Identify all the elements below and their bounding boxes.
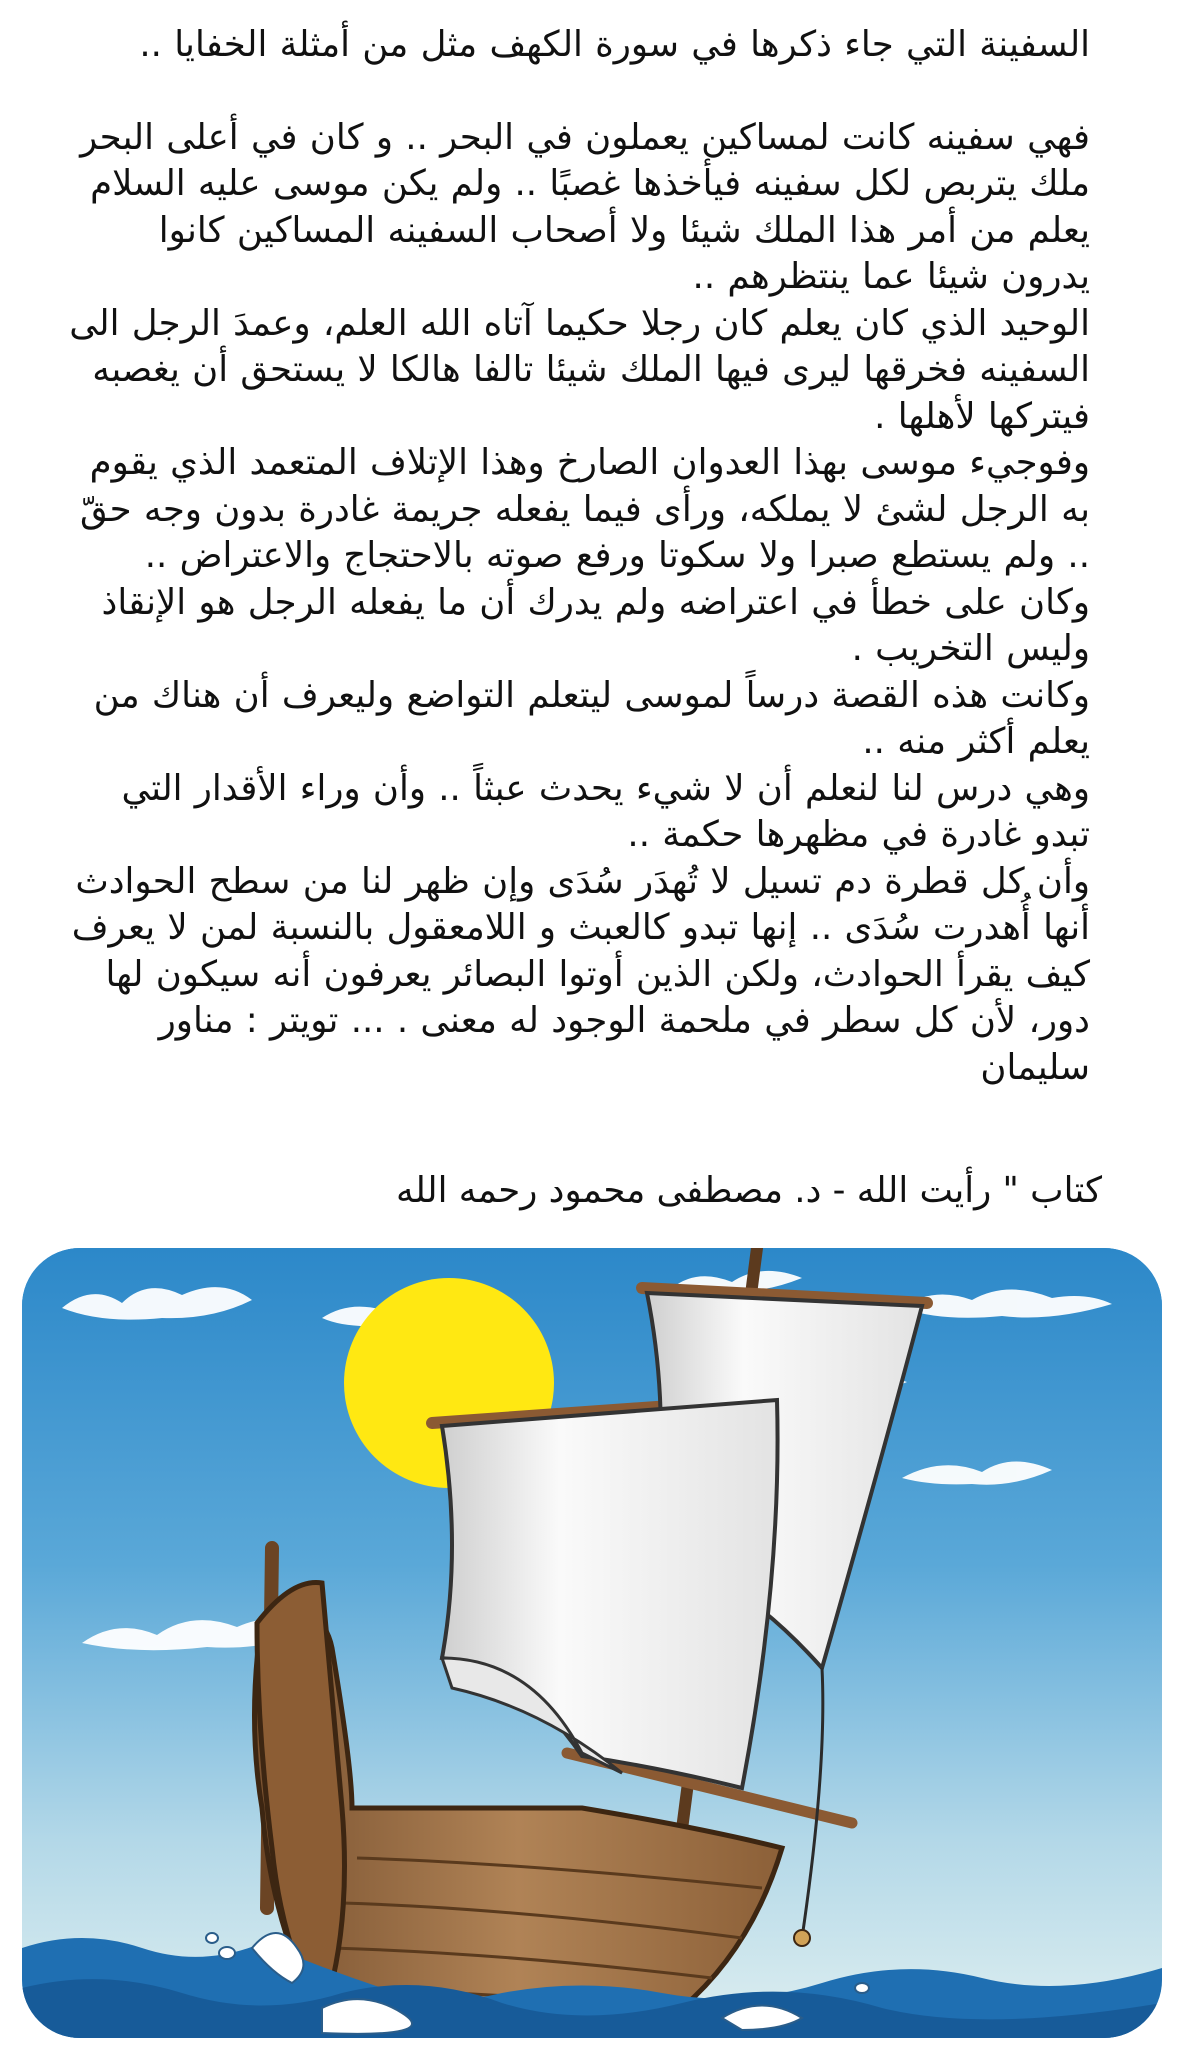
post-paragraph: السفينة التي جاء ذكرها في سورة الكهف مثل من أمثلة الخفايا ..	[139, 24, 1090, 65]
book-source-line: كتاب " رأيت الله - د. مصطفى محمود رحمه الله	[395, 1170, 1102, 1211]
post-paragraph: وأن كل قطرة دم تسيل لا تُهدَر سُدَى وإن ظهر لنا من سطح الحوادث أنها أُهدرت سُدَى .. إنها تبدو كالعبث و اللامعقول بالنسبة لمن لا يعرف كيف يقرأ الحوادث، ولكن الذين أوتوا البصائر يعرفون أنه سيكون لها دور، لأن كل سطر في ملحمة الوجود له معنى . ... تويتر : مناور سليمان	[59, 860, 1090, 1088]
ship-illustration	[22, 1248, 1162, 2038]
ship-illustration-svg	[22, 1248, 1162, 2038]
post-paragraph: وهي درس لنا لنعلم أن لا شيء يحدث عبثاً .. وأن وراء الأقدار التي تبدو غادرة في مظهرها حكمة ..	[109, 767, 1090, 855]
post-paragraph: الوحيد الذي كان يعلم كان رجلا حكيما آتاه الله العلم، وعمدَ الرجل الى السفينه فخرقها ليرى فيها الملك شيئا تالفا هالكا لا يستحق أن يغصبه فيتركها لأهلها .	[56, 302, 1090, 437]
post-paragraph: فهي سفينه كانت لمساكين يعملون في البحر .. و كان في أعلى البحر ملك يتربص لكل سفينه فيأخذها غصبًا .. ولم يكن موسى عليه السلام يعلم من أمر هذا الملك شيئا ولا أصحاب السفينه المساكين كانوا يدرون شيئا عما ينتظرهم ..	[67, 116, 1090, 297]
paragraph-gap	[62, 69, 1090, 115]
post-text	[56, 22, 1090, 1091]
rope-weight	[794, 1930, 810, 1946]
post-paragraph: وكانت هذه القصة درساً لموسى ليتعلم التواضع وليعرف أن هناك من يعلم أكثر منه ..	[81, 674, 1090, 762]
post-paragraph: وفوجيء موسى بهذا العدوان الصارخ وهذا الإتلاف المتعمد الذي يقوم به الرجل لشئ لا يملكه، ورأى فيما يفعله جريمة غادرة بدون وجه حقّ .. ولم يستطع صبرا ولا سكوتا ورفع صوته بالاحتجاج والاعتراض .. وكان على خطأ في اعتراضه ولم يدرك أن ما يفعله الرجل هو الإنقاذ وليس التخريب .	[67, 442, 1090, 669]
